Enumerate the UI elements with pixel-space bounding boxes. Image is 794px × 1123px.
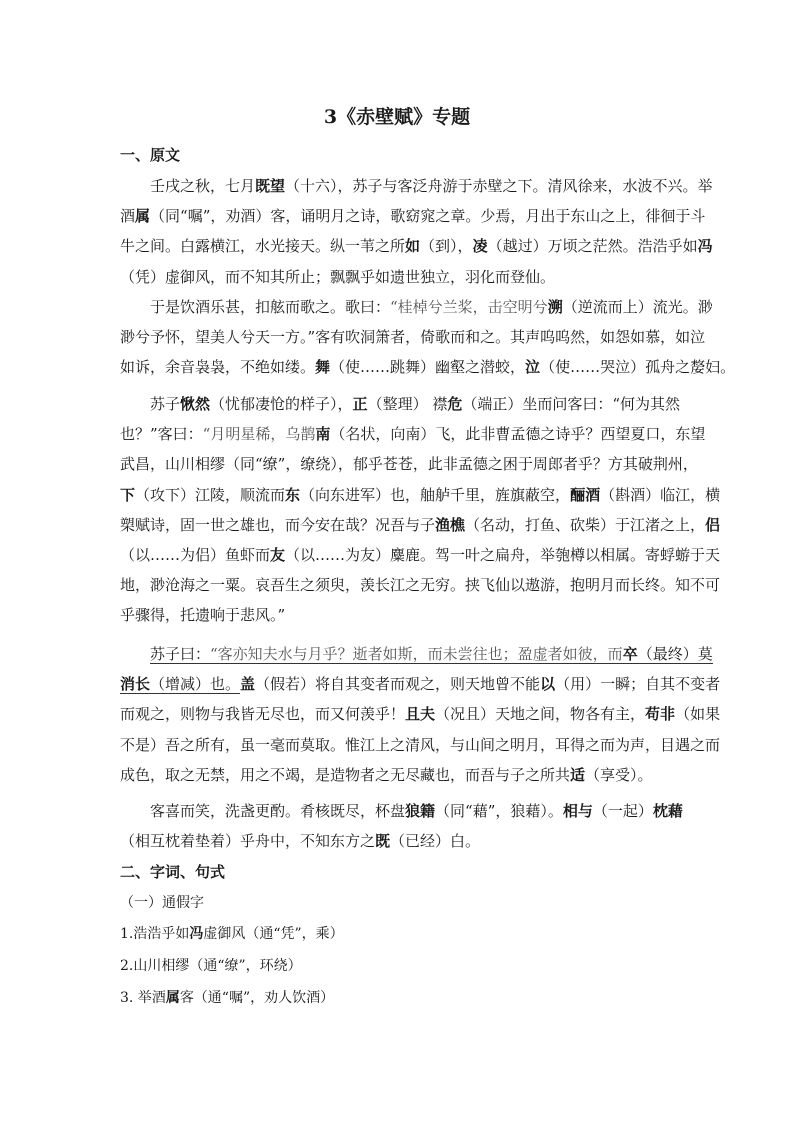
paragraph-line: 也？”客曰：“月明星稀，乌鹊南（名状，向南）飞，此非曹孟德之诗乎？西望夏口，东望 — [120, 425, 706, 444]
list-item: 2.山川相缪（通“缭”，环绕） — [120, 958, 302, 974]
paragraph-line: 于是饮酒乐甚，扣舷而歌之。歌曰：“桂棹兮兰桨，击空明兮溯（逆流而上）流光。渺 — [150, 298, 713, 316]
paragraph-line: 武昌，山川相缪（同“缭”，缭绕），郁乎苍苍，此非孟德之困于周郎者乎？方其破荆州， — [120, 455, 698, 474]
paragraph-line: 苏子愀然（忧郁凄怆的样子），正（整理） 襟危（端正）坐而问客曰：“何为其然 — [150, 395, 681, 413]
paragraph-line: （凭）虚御风，而不知其所止；飘飘乎如遗世独立，羽化而登仙。 — [120, 267, 556, 286]
paragraph-line: 壬戌之秋，七月既望（十六），苏子与客泛舟游于赤壁之下。清风徐来，水波不兴。举 — [150, 177, 713, 195]
paragraph-line: 下（攻下）江陵，顺流而东（向东进军）也，舳舻千里，旌旗蔽空，酾酒（斟酒）临江，横 — [120, 485, 721, 504]
paragraph-line: 槊赋诗，固一世之雄也，而今安在哉？况吾与子渔樵（名动，打鱼、砍柴）于江渚之上，侣 — [120, 515, 721, 534]
paragraph-line: 苏子曰：“客亦知夫水与月乎？逝者如斯，而未尝往也；盈虚者如彼，而卒（最终）莫 — [150, 645, 713, 663]
subsection-heading-tongjiazi: （一）通假字 — [120, 895, 204, 911]
list-item: 1.浩浩乎如冯虚御风（通“凭”，乘） — [120, 926, 344, 942]
paragraph-2 — [120, 292, 736, 383]
paragraph-line: 地，渺沧海之一粟。哀吾生之须臾，羡长江之无穷。挟飞仙以遨游，抱明月而长终。知不可 — [120, 576, 721, 595]
section-heading-original-text: 一、原文 — [120, 146, 181, 164]
paragraph-line: 如诉，余音袅袅，不绝如缕。舞（使……跳舞）幽壑之潜蛟，泣（使……哭泣）孤舟之嫠妇。 — [120, 358, 736, 377]
paragraph-line: 成色，取之无禁，用之不竭，是造物者之无尽藏也，而吾与子之所共适（享受）。 — [120, 765, 653, 784]
paragraph-line: 渺兮予怀，望美人兮天一方。”客有吹洞箫者，倚歌而和之。其声呜呜然，如怨如慕，如泣 — [120, 328, 706, 347]
section-heading-words-sentences: 二、字词、句式 — [120, 863, 226, 881]
paragraph-5 — [120, 796, 683, 856]
paragraph-line: （相互枕着垫着）乎舟中，不知东方之既（已经）白。 — [120, 832, 481, 851]
paragraph-1 — [120, 171, 713, 292]
list-item: 3. 举酒属客（通“嘱”，劝人饮酒） — [120, 990, 335, 1006]
paragraph-line: 客喜而笑，洗盏更酌。肴核既尽，杯盘狼籍（同“藉”，狼藉）。相与（一起）枕藉 — [150, 802, 683, 820]
paragraph-line: （以……为侣）鱼虾而友（以……为友）麋鹿。驾一叶之扁舟，举匏樽以相属。寄蜉蝣于天 — [120, 545, 721, 564]
paragraph-line: 不是）吾之所有，虽一毫而莫取。惟江上之清风，与山间之明月，耳得之而为声，目遇之而 — [120, 735, 721, 754]
paragraph-4 — [120, 639, 721, 790]
paragraph-line: 酒属（同“嘱”，劝酒）客，诵明月之诗，歌窈窕之章。少焉，月出于东山之上，徘徊于斗 — [120, 207, 706, 226]
paragraph-line: 而观之，则物与我皆无尽也，而又何羡乎！且夫（况且）天地之间，物各有主，苟非（如果 — [120, 705, 721, 724]
paragraph-line: 乎骤得，托遗响于悲风。” — [120, 606, 286, 625]
paragraph-3 — [120, 389, 721, 631]
page-title: 3《赤壁赋》专题 — [323, 106, 471, 128]
paragraph-line: 消长（增减）也。盖（假若）将自其变者而观之，则天地曾不能以（用）一瞬；自其不变者 — [120, 675, 721, 694]
paragraph-line: 牛之间。白露横江，水光接天。纵一苇之所如（到），凌（越过）万顷之茫然。浩浩乎如冯 — [120, 237, 713, 256]
